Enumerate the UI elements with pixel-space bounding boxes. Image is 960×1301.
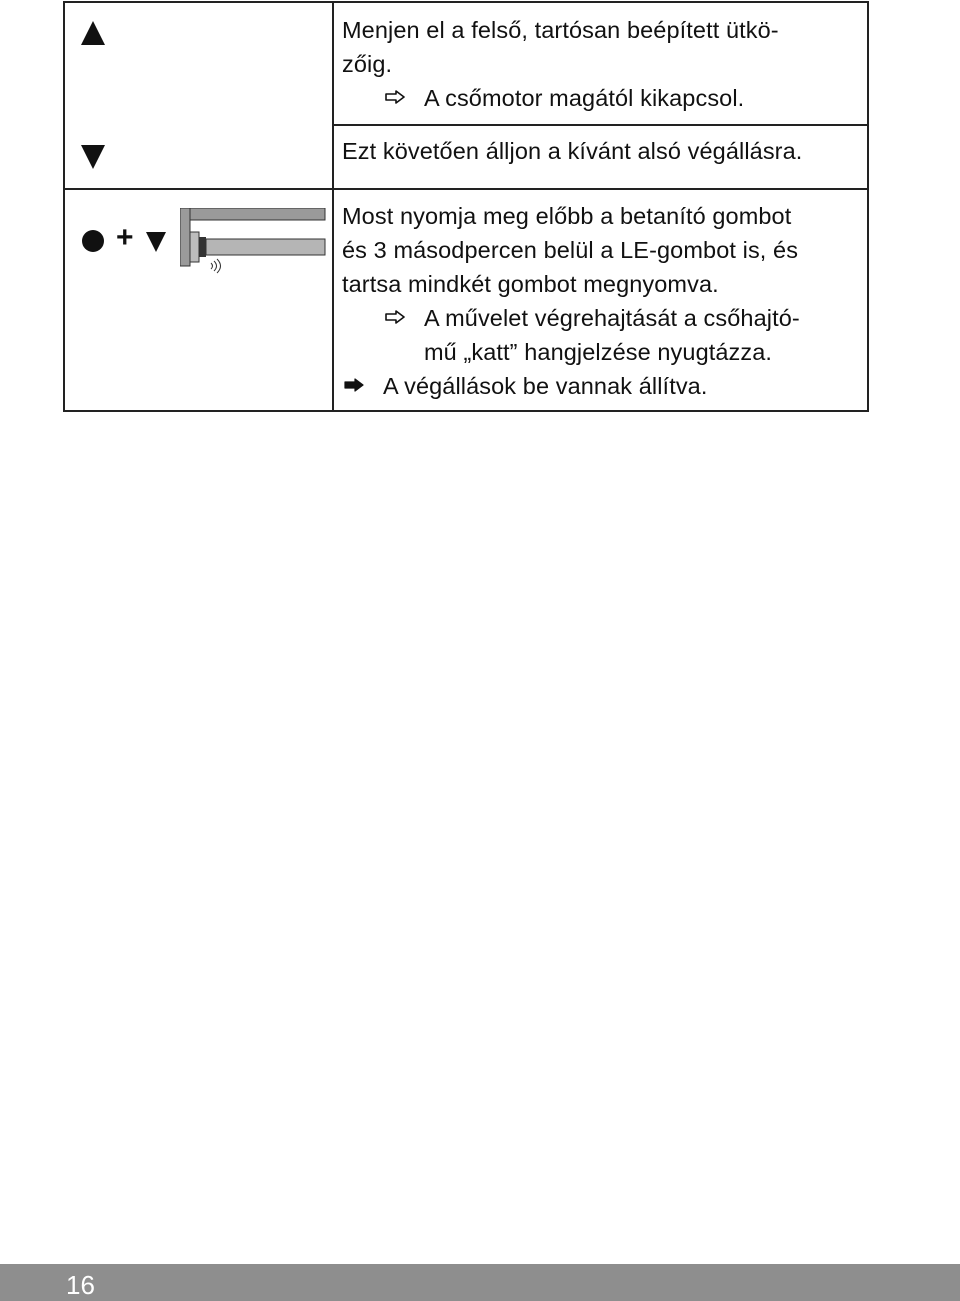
page-number: 16: [66, 1270, 95, 1300]
row2-line1: Ezt követően álljon a kívánt alsó végállásra.: [342, 138, 803, 164]
result-hollow-arrow-icon: [385, 90, 405, 104]
up-triangle-icon: [81, 21, 105, 45]
circle-button-icon: [82, 230, 104, 252]
instruction-table: [63, 1, 869, 412]
footer-bar: [0, 1264, 960, 1301]
row1-result: A csőmotor magától kikapcsol.: [424, 85, 745, 111]
row3-line3: tartsa mindkét gombot megnyomva.: [342, 271, 719, 297]
row3-line1: Most nyomja meg előbb a betanító gombot: [342, 203, 792, 229]
final-solid-arrow-icon: [344, 378, 364, 392]
button-combination: [82, 221, 172, 257]
row1-line1: Menjen el a felső, tartósan beépített ütkö-: [342, 17, 779, 43]
row3-final: A végállások be vannak állítva.: [383, 373, 708, 399]
row1-line2: zőig.: [342, 51, 393, 77]
row3-result-line2: mű „katt” hangjelzése nyugtázza.: [424, 339, 773, 365]
result-hollow-arrow-icon: [385, 310, 405, 324]
row-divider-text: [332, 124, 867, 126]
column-divider: [332, 3, 334, 410]
row-divider: [65, 188, 867, 190]
plus-sign: +: [116, 221, 134, 254]
down-triangle-icon: [81, 145, 105, 169]
down-triangle-icon: [146, 232, 166, 252]
tube-motor-figure-icon: [180, 208, 330, 278]
row3-line2: és 3 másodpercen belül a LE-gombot is, és: [342, 237, 799, 263]
row3-result-line1: A művelet végrehajtását a csőhajtó-: [424, 305, 800, 331]
